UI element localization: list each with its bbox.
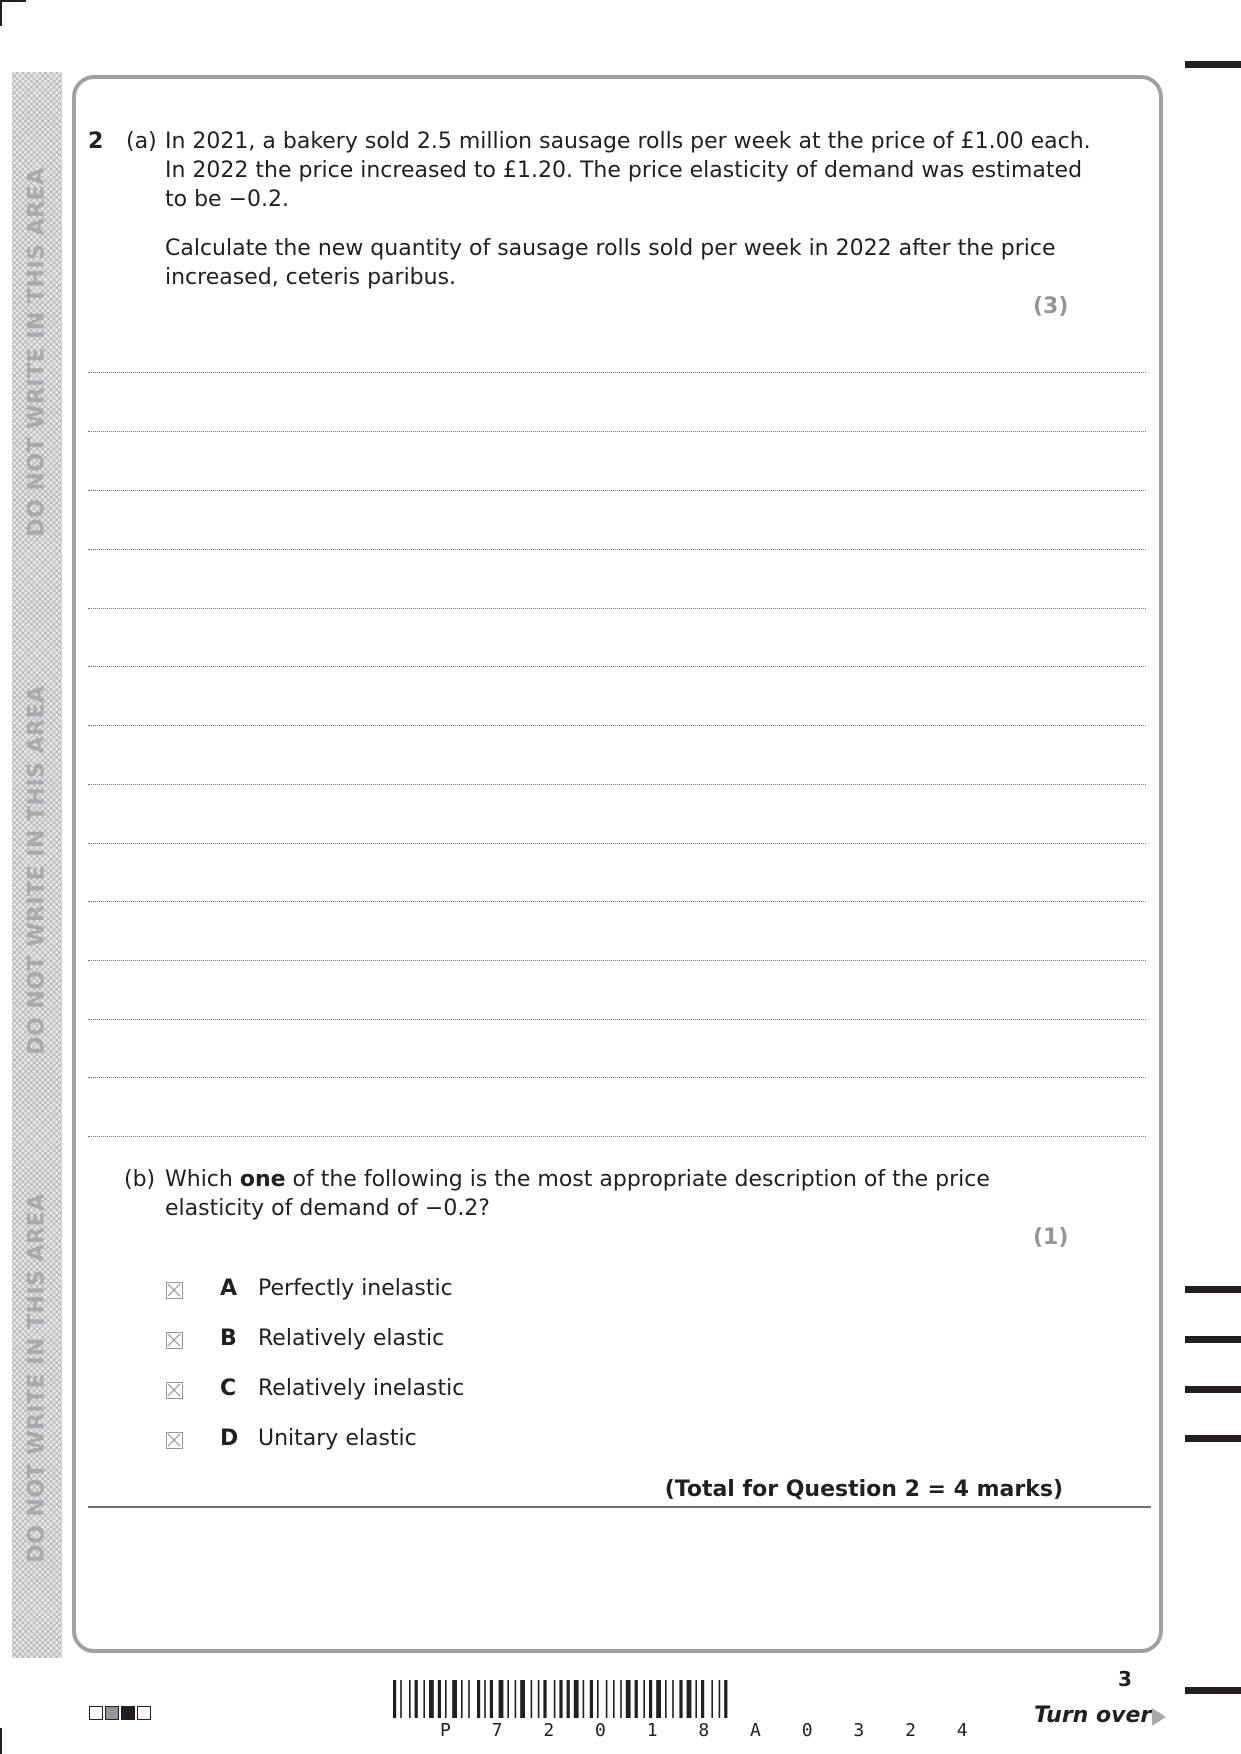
answer-line[interactable] bbox=[88, 843, 1146, 844]
part-a-stem-line-1: In 2021, a bakery sold 2.5 million sausage rolls per week at the price of £1.00 each. bbox=[165, 129, 1091, 154]
option-b-letter: B bbox=[220, 1326, 237, 1351]
part-a-task-line-2: increased, ceteris paribus. bbox=[165, 265, 457, 290]
option-d-checkbox[interactable] bbox=[166, 1432, 183, 1449]
barcode-text: P 7 2 0 1 8 A 0 3 2 4 bbox=[440, 1720, 983, 1741]
edge-bar bbox=[1185, 1435, 1241, 1442]
answer-line[interactable] bbox=[88, 1019, 1146, 1020]
turn-over-label: Turn over bbox=[1034, 1703, 1152, 1728]
part-b-prompt-line-2: elasticity of demand of −0.2? bbox=[165, 1196, 490, 1221]
part-a-marks: (3) bbox=[1033, 294, 1069, 319]
question-total: (Total for Question 2 = 4 marks) bbox=[664, 1477, 1063, 1502]
option-d-text: Unitary elastic bbox=[258, 1426, 417, 1451]
option-a-letter: A bbox=[220, 1276, 238, 1301]
answer-line[interactable] bbox=[88, 725, 1146, 726]
part-a-stem-line-3: to be −0.2. bbox=[165, 187, 289, 212]
edge-bar bbox=[1185, 1687, 1241, 1694]
barcode bbox=[393, 1680, 845, 1722]
answer-line[interactable] bbox=[88, 608, 1146, 609]
answer-line[interactable] bbox=[88, 784, 1146, 785]
option-b-text: Relatively elastic bbox=[258, 1326, 445, 1351]
page-number: 3 bbox=[1118, 1667, 1132, 1691]
part-a-task-line-1: Calculate the new quantity of sausage rolls sold per week in 2022 after the price bbox=[165, 236, 1056, 261]
edge-bar bbox=[1185, 1286, 1241, 1293]
answer-line[interactable] bbox=[88, 431, 1146, 432]
part-b-label: (b) bbox=[124, 1167, 156, 1192]
crop-mark-bottom bbox=[0, 1728, 2, 1754]
answer-line[interactable] bbox=[88, 901, 1146, 902]
option-c-letter: C bbox=[220, 1376, 237, 1401]
option-d-letter: D bbox=[220, 1426, 239, 1451]
edge-bar bbox=[1185, 61, 1241, 68]
option-a-checkbox[interactable] bbox=[166, 1282, 183, 1299]
answer-frame bbox=[72, 75, 1163, 1653]
option-c-checkbox[interactable] bbox=[166, 1382, 183, 1399]
option-a-text: Perfectly inelastic bbox=[258, 1276, 453, 1301]
edge-bar bbox=[1185, 1386, 1241, 1393]
turn-over-arrow-icon bbox=[1152, 1708, 1166, 1726]
crop-mark-top bbox=[0, 0, 2, 26]
part-a-label: (a) bbox=[126, 129, 157, 154]
answer-line[interactable] bbox=[88, 1136, 1146, 1137]
part-b-marks: (1) bbox=[1033, 1225, 1069, 1250]
crop-mark-top-h bbox=[0, 0, 26, 2]
edge-bar bbox=[1185, 1336, 1241, 1343]
registration-squares bbox=[89, 1706, 151, 1720]
part-a-stem-line-2: In 2022 the price increased to £1.20. The price elasticity of demand was estimated bbox=[165, 158, 1083, 183]
option-c-text: Relatively inelastic bbox=[258, 1376, 465, 1401]
answer-line[interactable] bbox=[88, 1077, 1146, 1078]
answer-line[interactable] bbox=[88, 960, 1146, 961]
answer-line[interactable] bbox=[88, 372, 1146, 373]
total-rule bbox=[88, 1506, 1151, 1508]
question-number: 2 bbox=[88, 129, 104, 154]
part-b-prompt-line-1: Which one of the following is the most appropriate description of the price bbox=[165, 1167, 990, 1192]
answer-line[interactable] bbox=[88, 666, 1146, 667]
answer-line[interactable] bbox=[88, 549, 1146, 550]
option-b-checkbox[interactable] bbox=[166, 1332, 183, 1349]
answer-line[interactable] bbox=[88, 490, 1146, 491]
